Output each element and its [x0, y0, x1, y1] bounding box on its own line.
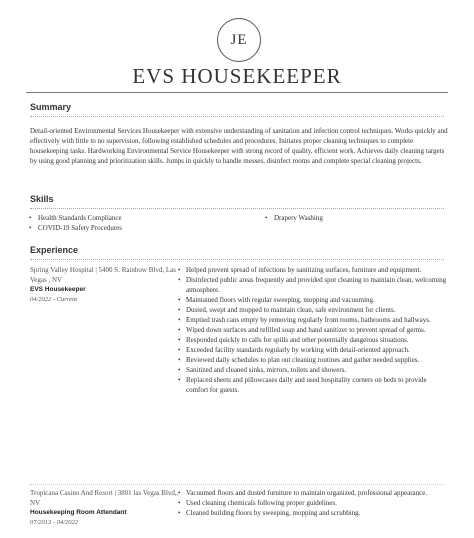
job-bullet: • Reviewed daily schedules to plan out cleaning routines and gather needed supplies.	[186, 355, 448, 365]
job-bullet: • Disinfected public areas frequently and provided spot cleaning to maintain clean, welcoming atmosphere.	[186, 275, 448, 295]
job-bullet: • Vacuumed floors and dusted furniture to maintain organized, professional appearance.	[186, 488, 448, 498]
job-summary	[30, 265, 180, 305]
summary-text: Detail-oriented Environmental Services Housekeeper with extensive understanding of sanitation and infection control techniques. Works quickly and effectively with little to no supervision, following established schedules and procedures. Initiates proper cleaning techniques to complete housekeeping tasks. Hardworking Environmental Service Housekeeper with strong record of quality, efficient work. Achieves daily cleaning targets by using good planning and prioritization skills. Jumps in quickly to handle messes, disinfect rooms and complete special cleaning projects.	[30, 127, 448, 165]
job-bullet: • Replaced sheets and pillowcases daily and used hospitality corners on beds to provide comfort for guests.	[186, 375, 448, 395]
experience-divider	[30, 259, 444, 260]
job-employer: Spring Valley Hospital | 5400 S. Rainbow Blvd, Las Vegas , NV	[30, 266, 176, 284]
summary-divider	[30, 116, 444, 117]
experience-heading: Experience	[30, 245, 79, 255]
job-bullet: • Used cleaning chemicals following proper guidelines.	[186, 498, 448, 508]
skill-item: • COVID-19 Safety Procedures	[38, 223, 122, 233]
job-bullet-list	[186, 488, 448, 518]
resume-name: EVS HOUSEKEEPER	[132, 64, 342, 88]
job-dates: 07/2013 - 04/2022	[30, 519, 79, 526]
job-bullet: • Responded quickly to calls for spills and other potentially dangerous situations.	[186, 335, 448, 345]
skill-item: • Health Standards Compliance	[38, 213, 122, 223]
skills-heading: Skills	[30, 194, 54, 204]
job-bullet: • Emptied trash cans empty by removing regularly from rooms, bathrooms and hallways.	[186, 315, 448, 325]
job-bullet-list	[186, 265, 448, 395]
job-bullet: • Maintained floors with regular sweeping, mopping and vacuuming.	[186, 295, 448, 305]
job-bullet: • Exceeded facility standards regularly by working with detail-oriented approach.	[186, 345, 448, 355]
header-divider	[26, 92, 448, 93]
job-bullet: • Helped prevent spread of infections by sanitizing surfaces, furniture and equipment.	[186, 265, 448, 275]
job-dates: 04/2022 - Current	[30, 296, 78, 303]
job-bullet: • Cleaned building floors by sweeping, mopping and scrubbing.	[186, 508, 448, 518]
monogram-initials: JE	[217, 18, 261, 62]
job-divider	[30, 484, 444, 485]
job-summary	[30, 488, 180, 528]
job-employer: Tropicana Casino And Resort | 3801 las Vegas Blvd,, NV	[30, 489, 179, 507]
job-bullet: • Dusted, swept and mopped to maintain clean, safe environment for clients.	[186, 305, 448, 315]
job-bullet: • Sanitized and cleaned sinks, mirrors, toilets and showers.	[186, 365, 448, 375]
skills-divider	[30, 208, 444, 209]
job-bullet: • Wiped down surfaces and refilled soap and hand sanitizer to prevent spread of germs.	[186, 325, 448, 335]
skill-item: • Drapery Washing	[274, 213, 323, 223]
job-title: EVS Housekeeper	[30, 286, 86, 293]
summary-heading: Summary	[30, 102, 72, 112]
job-title: Housekeeping Room Attendant	[30, 509, 127, 516]
